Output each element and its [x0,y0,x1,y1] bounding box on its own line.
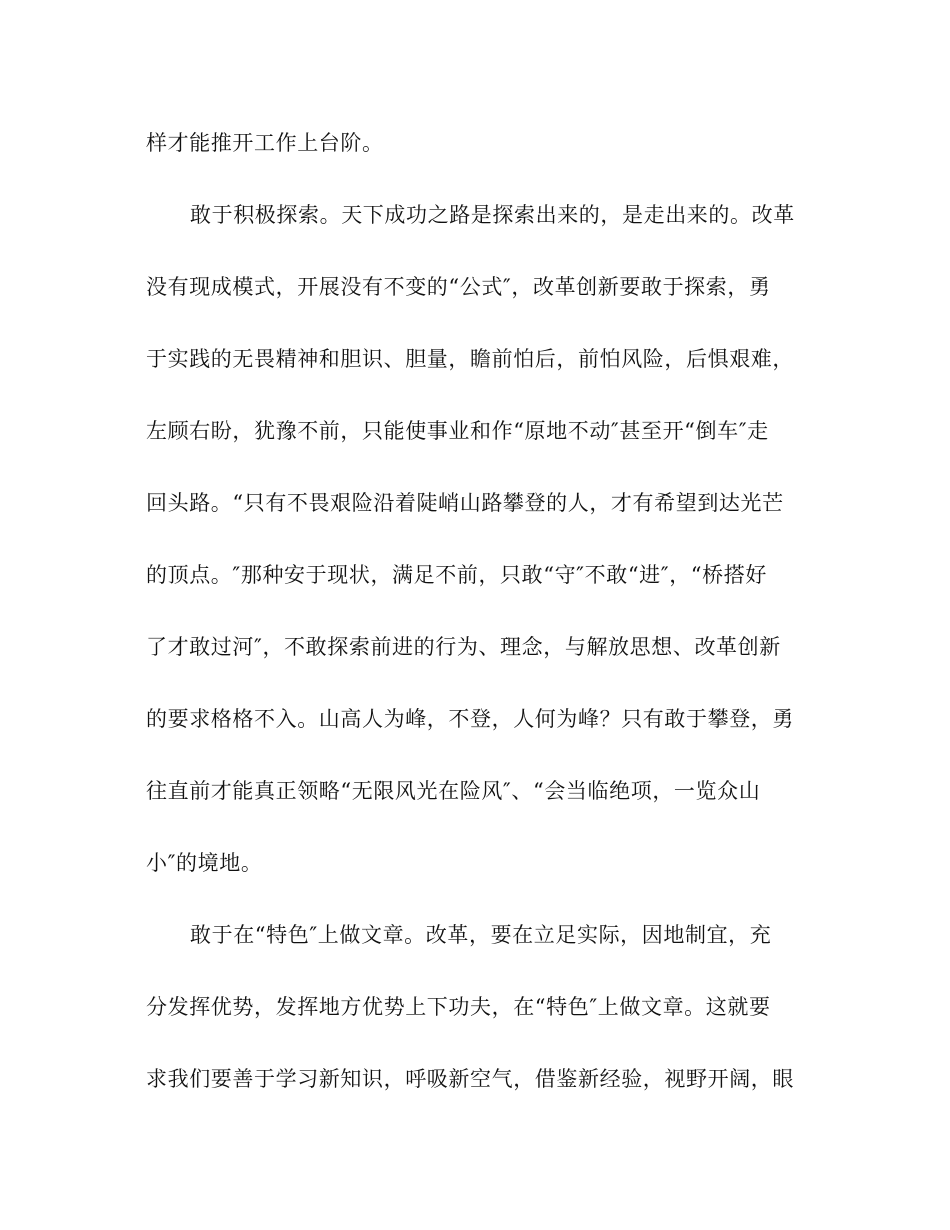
text-line: 往直前才能真正领略“无限风光在险风″、“会当临绝项，一览众山 [146,779,761,803]
text-line: 样才能推开工作上台阶。 [146,131,384,155]
text-line: 分发挥优势，发挥地方优势上下功夫，在“特色″上做文章。这就要 [146,995,771,1019]
paragraph-start-line: 敢于在“特色″上做文章。改革，要在立足实际，因地制宜，充 [190,923,772,947]
text-line: 的要求格格不入。山高人为峰，不登，人何为峰？只有敢于攀登，勇 [146,707,794,731]
text-line: 左顾右盼，犹豫不前，只能使事业和作“原地不动″甚至开“倒车″走 [146,419,769,443]
text-line: 没有现成模式，开展没有不变的“公式″，改革创新要敢于探索，勇 [146,275,771,299]
paragraph-start-line: 敢于积极探索。天下成功之路是探索出来的，是走出来的。改革 [190,203,795,227]
text-line: 求我们要善于学习新知识，呼吸新空气，借鉴新经验，视野开阔，眼 [146,1067,794,1091]
text-line: 于实践的无畏精神和胆识、胆量，瞻前怕后，前怕风险，后惧艰难， [146,347,794,371]
text-line: 回头路。“只有不畏艰险沿着陡峭山路攀登的人，才有希望到达光芒 [146,491,784,515]
text-line: 的顶点。″那种安于现状，满足不前，只敢“守″不敢“进″，“桥搭好 [146,563,767,587]
text-line: 小″的境地。 [146,851,263,875]
text-line: 了才敢过河″，不敢探索前进的行为、理念，与解放思想、改革创新 [146,635,781,659]
